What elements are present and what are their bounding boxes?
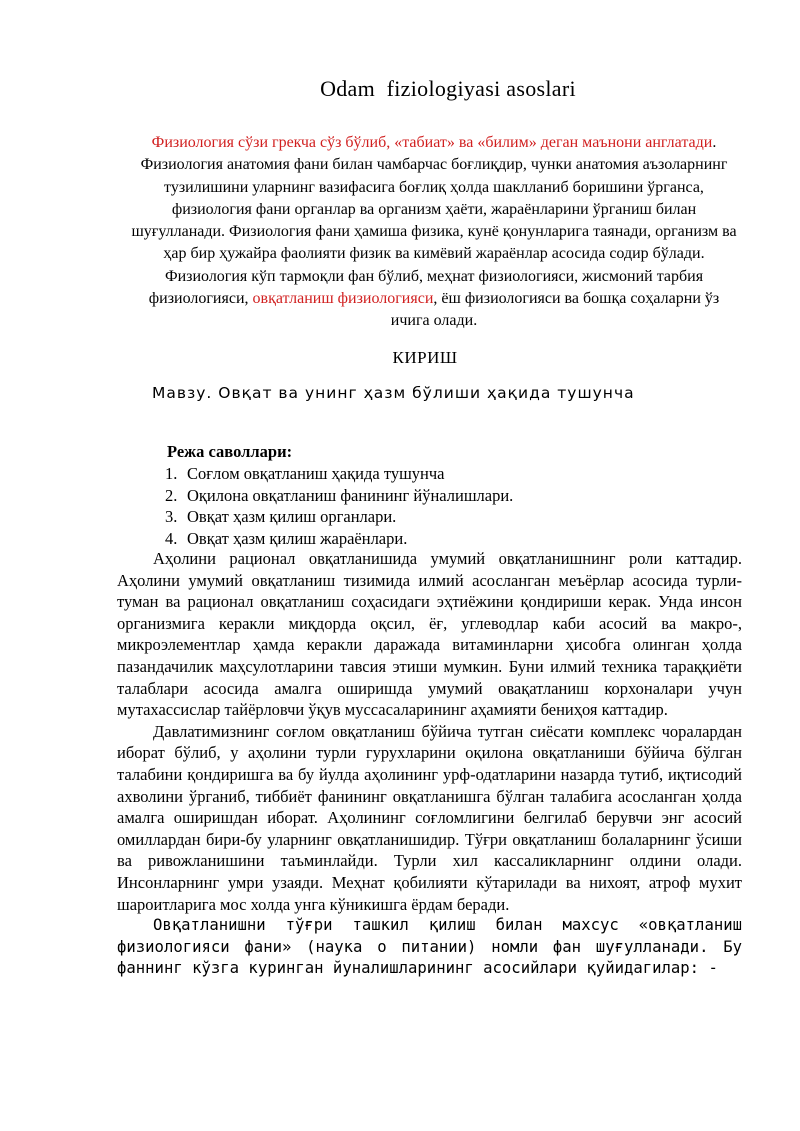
plan-list bbox=[165, 463, 513, 549]
intro-highlight-lead: Физиология сўзи грекча сўз бўлиб, «табиат» ва «билим» деган маънони англатади bbox=[151, 134, 713, 151]
plan-item-text: Оқилона овқатланиш фанининг йўналишлари. bbox=[187, 485, 514, 505]
plan-item-number: 2. bbox=[165, 485, 178, 505]
plan-item-number: 1. bbox=[165, 464, 178, 483]
plan-item-text: Овқат ҳазм қилиш жараёнлари. bbox=[187, 528, 408, 548]
intro-highlight-nutrition: овқатланиш физиологияси bbox=[252, 290, 434, 308]
body-paragraph: Аҳолини рационал овқатланишида умумий овқатланишнинг роли каттадир. Аҳолини умумий овқатланиш тизимида илмий асосланган меъёрлар асосида турли-туман ва рационал овқатланиш соҳасидаги эҳтиёжини қондириши керак. Унда инсон организмига керакли миқдорда оқсил, ёғ, углеводлар каби асосий ва макро-, микроэлементлар ҳамда керакли даражада витаминларни ҳисобга олинган ҳолда пазандачилик маҳсулотларини тавсия этиши мумкин. Буни илмий техника тараққиёти талаблари асосида амалга оширишда умумий овақатланиш корхоналари учун мутахассислар тайёрловчи ўқув муссасаларининг аҳамияти бениҳоя каттадир. bbox=[117, 549, 742, 720]
plan-item-number: 3. bbox=[165, 507, 178, 526]
topic-line: Мавзу. Овқат ва унинг ҳазм бўлиши ҳақида тушунча bbox=[152, 384, 635, 402]
document-title: Odam fiziologiyasi asoslari bbox=[320, 76, 576, 101]
body-paragraph: Давлатимизнинг соғлом овқатланиш бўйича тутган сиёсати комплекс чоралардан иборат бўлиб, у аҳолини турли гурухларини оқилона овқатланиши бўйича бўлган талабини қондиришга ва бу йулда аҳолининг урф-одатларини назарда тутиб, иқтисодий ахволини ўрганиб, тиббиёт фанининг овқатланишга бўлган талабига асосланган ҳолда амалга оширишдан иборат. Аҳолининг соғломлигини белгилаб берувчи энг асосий омиллардан бири-бу уларнинг овқатланишидир. Тўғри овқатланиш болаларнинг ўсиши ва ривожланишини таъминлайди. Турли хил кассаликларнинг олдини олади. Инсонларнинг умри узаяди. Меҳнат қобилияти кўтарилади ва нихоят, атроф мухит шароитларига мос холда унга кўникишга ёрдам беради. bbox=[117, 721, 742, 914]
section-heading: КИРИШ bbox=[392, 348, 458, 367]
plan-item-text: Соғлом овқатланиш ҳақида тушунча bbox=[187, 464, 445, 483]
plan-item-text: Овқат ҳазм қилиш органлари. bbox=[187, 507, 397, 526]
intro-paragraph bbox=[128, 132, 740, 333]
plan-item bbox=[165, 463, 513, 485]
plan-heading: Режа саволлари: bbox=[167, 442, 293, 461]
intro-text-part2: , ёш физиологияси ва бошқа соҳаларни ўз ичига олади. bbox=[390, 290, 720, 330]
body-paragraph: Овқатланишни тўғри ташкил қилиш билан махсус «овқатланиш физиологияси фани» (наука о питании) номли фан шуғулланади. Бу фаннинг кўзга куринган йуналишларининг асосийлари қуйидагилар: - bbox=[117, 916, 742, 978]
plan-item bbox=[165, 485, 513, 507]
intro-text-part1: . Физиология анатомия фани билан чамбарчас боғлиқдир, чунки анатомия аъзоларнинг тузилишини уларнинг вазифасига боғлиқ ҳолда шаклланиб боришини ўрганса, физиология фани органлар ва организм ҳаёти, жараёнларини ўрганиш билан шуғулланади. Физиология фани ҳамиша физика, кунё қонунларига таянади, организм ва ҳар бир ҳужайра фаолияти физик ва кимёвий жараёнлар асосида содир бўлади. Физиология кўп тармоқли фан бўлиб, меҳнат физиологияси, жисмоний тарбия физиологияси, bbox=[131, 134, 737, 308]
plan-item bbox=[165, 506, 513, 528]
plan-item-number: 4. bbox=[165, 528, 178, 548]
plan-item bbox=[165, 528, 513, 550]
body-text bbox=[117, 548, 742, 980]
